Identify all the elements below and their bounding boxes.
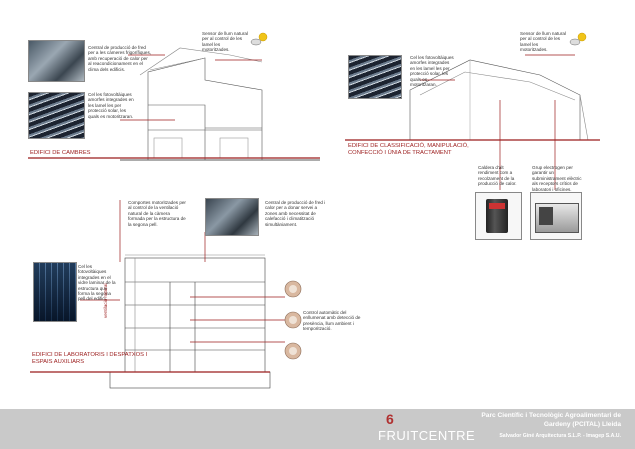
footer-bar — [0, 409, 635, 449]
ceiling-lamp-icons — [285, 281, 301, 359]
note-pv-cambres: Cel les fotovoltàiques amorfes integrades en les lamel les per protecció solar, les quals es motoritzaran. — [88, 92, 134, 119]
note-chiller-labs: Central de producció de fred i calor per a donar servei a zones amb necessitat de calefacció i climatització simultàniament. — [265, 200, 326, 227]
authors-line: Salvador Giné Arquitectura S.L.P. - Imagep S.A.U. — [499, 433, 621, 439]
section-laboratoris — [110, 255, 270, 388]
note-lighting: Control automàtic del enllumenat amb detecció de presència, llum ambient i temporització. — [303, 310, 361, 332]
note-generator: Grup electrogen per garantir un subministrament elèctric als receptors crítics de laboratori i oficines. — [532, 165, 582, 192]
boiler-photo — [475, 192, 522, 240]
chiller-photo — [28, 40, 85, 82]
brand-name: FRUITCENTRE — [378, 428, 476, 443]
page-number: 6 — [386, 411, 394, 427]
vertical-ventilation-label: ventilació natural — [103, 283, 108, 318]
note-chiller-cambres: Central de producció de fred per a les càmeres frigorífiques, amb recuperació de calor per al reacondicionament en el clima dels edificis. — [88, 45, 152, 72]
pv-lamellae-photo — [28, 92, 85, 139]
note-louvers: Comportes motoritzades per al control de la ventilació natural de la càmera formada per la estructura de la segona pell. — [128, 200, 186, 227]
title-laboratoris: EDIFICI DE LABORATORIS I DESPATXOS I ESPAIS AUXILIARS — [32, 352, 148, 365]
note-pv-classificacio: Cel les fotovoltàiques amorfes integrades en les lamel les per protecció solar, les quals es motoritzaran. — [410, 55, 454, 88]
generator-photo — [530, 192, 582, 240]
project-title-line2: Gardeny (PCITAL) Lleida — [543, 421, 621, 428]
note-boiler: Caldera d'alt rendiment com a recolzament de la producció de calor. — [478, 165, 517, 187]
note-glass-pv: Cel les fotovoltàiques integrades en el vidre laminar de la estructura que forma la segona pell del edifici. — [78, 264, 116, 302]
facade-photo — [33, 262, 77, 322]
project-title-line1: Parc Científic i Tecnològic Agroalimentari de — [481, 412, 621, 419]
note-solar-cambres: Sensor de llum natural per al control de les lamel les motoritzades. — [202, 31, 248, 53]
pv-lamellae-photo-2 — [348, 55, 402, 99]
note-solar-classificacio: Sensor de llum natural per al control de les lamel les motoritzades. — [520, 31, 566, 53]
chiller-photo-2 — [205, 198, 259, 236]
title-classificacio: EDIFICI DE CLASSIFICACIÓ, MANIPULACIÓ, CONFECCIÓ I ÚNIA DE TRACTAMENT — [348, 143, 469, 156]
title-cambres: EDIFICI DE CAMBRES — [30, 150, 91, 156]
